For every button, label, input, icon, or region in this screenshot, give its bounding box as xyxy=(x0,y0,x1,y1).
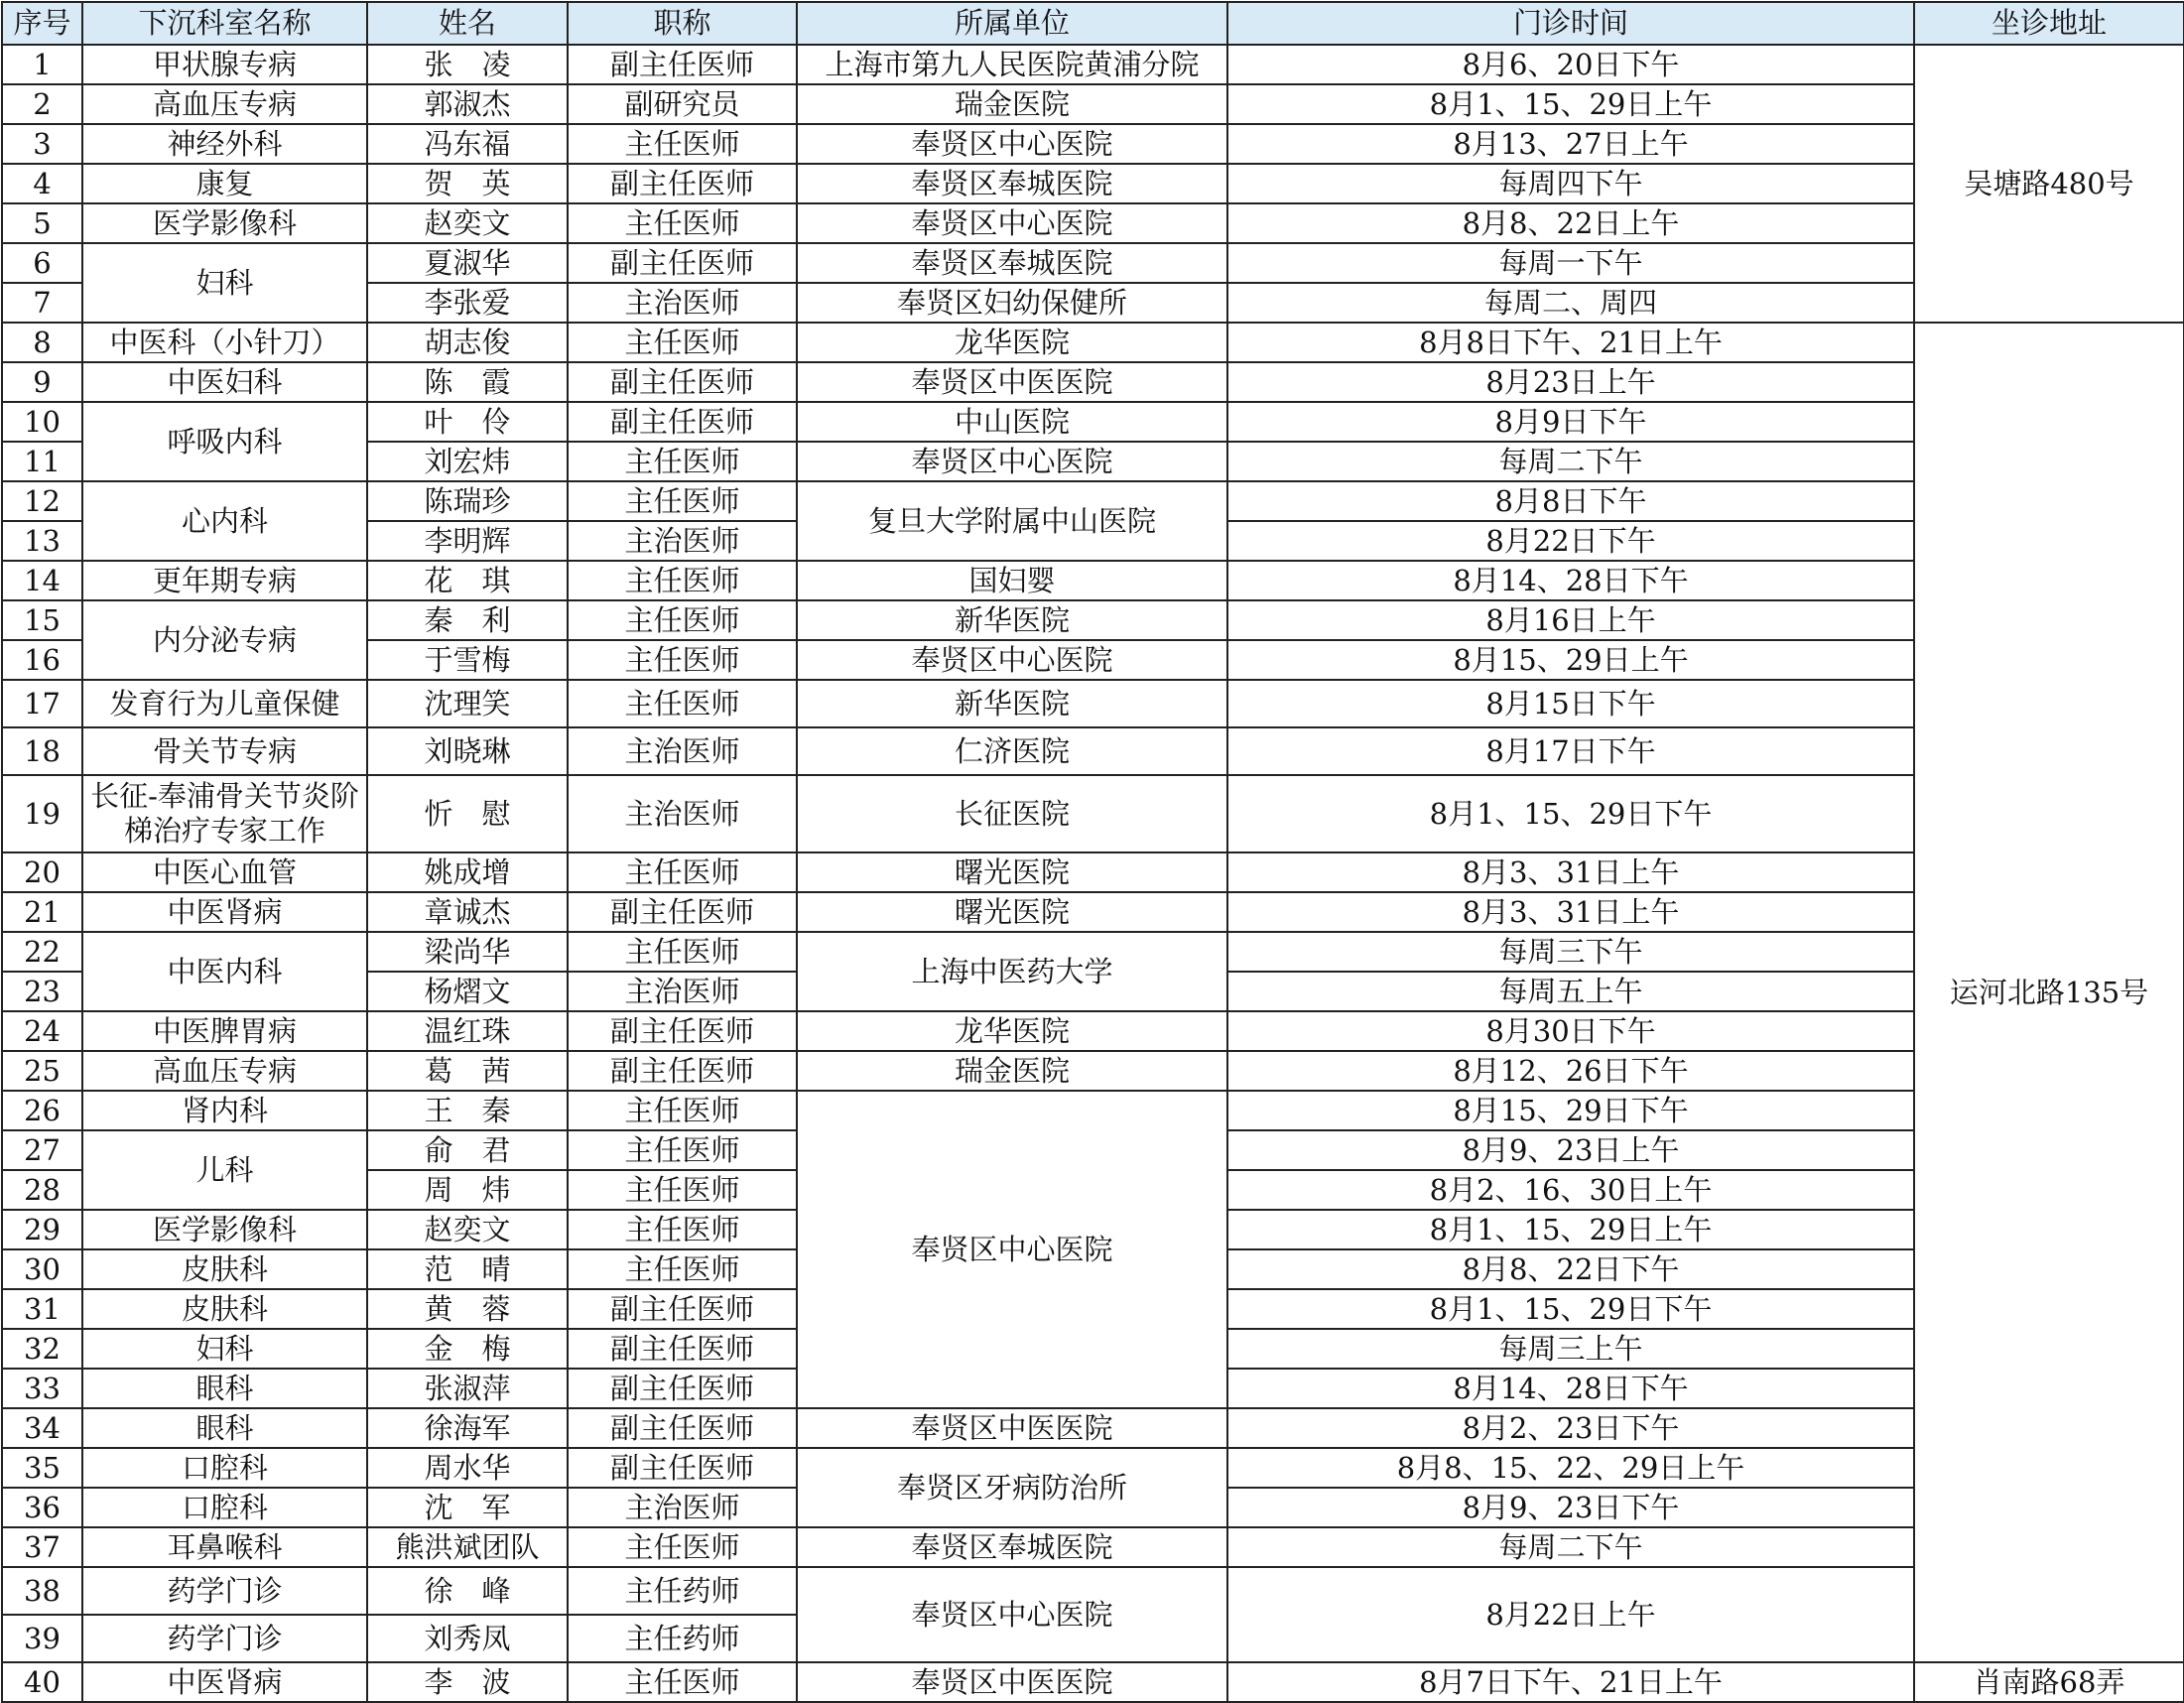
row-number: 40 xyxy=(2,1662,82,1702)
name-cell: 于雪梅 xyxy=(367,640,568,680)
title-cell: 主治医师 xyxy=(568,972,797,1011)
title-cell: 主任医师 xyxy=(568,203,797,243)
title-cell: 主治医师 xyxy=(568,727,797,775)
name-cell: 刘宏炜 xyxy=(367,442,568,481)
unit-cell: 奉贤区奉城医院 xyxy=(797,243,1227,283)
time-cell: 8月15、29日下午 xyxy=(1227,1091,1914,1130)
row-number: 32 xyxy=(2,1329,82,1369)
title-cell: 副主任医师 xyxy=(568,1329,797,1369)
row-number: 24 xyxy=(2,1011,82,1051)
row-number: 35 xyxy=(2,1448,82,1488)
row-number: 7 xyxy=(2,283,82,323)
row-number: 14 xyxy=(2,561,82,600)
table-row xyxy=(2,323,2184,362)
row-number: 23 xyxy=(2,972,82,1011)
row-number: 36 xyxy=(2,1488,82,1527)
title-cell: 主任医师 xyxy=(568,1527,797,1567)
time-cell: 8月1、15、29日下午 xyxy=(1227,1289,1914,1329)
unit-cell: 新华医院 xyxy=(797,600,1227,640)
row-number: 6 xyxy=(2,243,82,283)
title-cell: 主任医师 xyxy=(568,1170,797,1210)
table-row xyxy=(2,45,2184,84)
title-cell: 主任医师 xyxy=(568,932,797,972)
row-number: 4 xyxy=(2,164,82,203)
unit-cell: 奉贤区中心医院 xyxy=(797,442,1227,481)
name-cell: 温红珠 xyxy=(367,1011,568,1051)
dept-cell: 眼科 xyxy=(82,1369,367,1408)
title-cell: 主治医师 xyxy=(568,521,797,561)
dept-cell: 中医科（小针刀） xyxy=(82,323,367,362)
time-cell: 8月14、28日下午 xyxy=(1227,561,1914,600)
title-cell: 主任医师 xyxy=(568,323,797,362)
row-number: 30 xyxy=(2,1249,82,1289)
time-cell: 8月15、29日上午 xyxy=(1227,640,1914,680)
table-row xyxy=(2,1051,2184,1091)
dept-cell: 口腔科 xyxy=(82,1488,367,1527)
title-cell: 主任医师 xyxy=(568,1091,797,1130)
unit-cell: 奉贤区牙病防治所 xyxy=(797,1448,1227,1527)
table-row xyxy=(2,1567,2184,1615)
time-cell: 8月17日下午 xyxy=(1227,727,1914,775)
row-number: 16 xyxy=(2,640,82,680)
time-cell: 每周一下午 xyxy=(1227,243,1914,283)
title-cell: 主任医师 xyxy=(568,640,797,680)
name-cell: 沈 军 xyxy=(367,1488,568,1527)
title-cell: 主任医师 xyxy=(568,442,797,481)
unit-cell: 复旦大学附属中山医院 xyxy=(797,481,1227,561)
dept-cell: 呼吸内科 xyxy=(82,402,367,481)
row-number: 11 xyxy=(2,442,82,481)
header-cell: 序号 xyxy=(2,2,82,45)
dept-cell: 中医肾病 xyxy=(82,892,367,932)
dept-cell: 肾内科 xyxy=(82,1091,367,1130)
title-cell: 副研究员 xyxy=(568,84,797,124)
time-cell: 8月9日下午 xyxy=(1227,402,1914,442)
header-cell: 所属单位 xyxy=(797,2,1227,45)
unit-cell: 仁济医院 xyxy=(797,727,1227,775)
dept-cell: 神经外科 xyxy=(82,124,367,164)
title-cell: 副主任医师 xyxy=(568,1369,797,1408)
row-number: 31 xyxy=(2,1289,82,1329)
dept-cell: 甲状腺专病 xyxy=(82,45,367,84)
table-row xyxy=(2,1408,2184,1448)
title-cell: 副主任医师 xyxy=(568,243,797,283)
header-cell: 姓名 xyxy=(367,2,568,45)
dept-cell: 发育行为儿童保健 xyxy=(82,680,367,727)
table-row xyxy=(2,362,2184,402)
name-cell: 陈瑞珍 xyxy=(367,481,568,521)
time-cell: 每周三上午 xyxy=(1227,1329,1914,1369)
header-cell: 坐诊地址 xyxy=(1914,2,2184,45)
time-cell: 8月16日上午 xyxy=(1227,600,1914,640)
name-cell: 徐 峰 xyxy=(367,1567,568,1615)
time-cell: 8月12、26日下午 xyxy=(1227,1051,1914,1091)
title-cell: 副主任医师 xyxy=(568,402,797,442)
unit-cell: 上海市第九人民医院黄浦分院 xyxy=(797,45,1227,84)
unit-cell: 国妇婴 xyxy=(797,561,1227,600)
row-number: 38 xyxy=(2,1567,82,1615)
row-number: 19 xyxy=(2,775,82,852)
unit-cell: 龙华医院 xyxy=(797,323,1227,362)
header-row xyxy=(2,2,2184,45)
unit-cell: 奉贤区中医医院 xyxy=(797,1408,1227,1448)
dept-cell: 心内科 xyxy=(82,481,367,561)
table-row xyxy=(2,680,2184,727)
name-cell: 姚成增 xyxy=(367,852,568,892)
table-row xyxy=(2,1527,2184,1567)
time-cell: 8月3、31日上午 xyxy=(1227,852,1914,892)
table-row xyxy=(2,84,2184,124)
title-cell: 副主任医师 xyxy=(568,892,797,932)
row-number: 37 xyxy=(2,1527,82,1567)
dept-cell: 中医脾胃病 xyxy=(82,1011,367,1051)
dept-cell: 高血压专病 xyxy=(82,1051,367,1091)
name-cell: 章诚杰 xyxy=(367,892,568,932)
unit-cell: 瑞金医院 xyxy=(797,1051,1227,1091)
unit-cell: 奉贤区中心医院 xyxy=(797,640,1227,680)
unit-cell: 龙华医院 xyxy=(797,1011,1227,1051)
name-cell: 徐海军 xyxy=(367,1408,568,1448)
dept-cell: 内分泌专病 xyxy=(82,600,367,680)
dept-cell: 更年期专病 xyxy=(82,561,367,600)
name-cell: 李明辉 xyxy=(367,521,568,561)
row-number: 20 xyxy=(2,852,82,892)
time-cell: 8月8日下午 xyxy=(1227,481,1914,521)
unit-cell: 奉贤区中心医院 xyxy=(797,124,1227,164)
name-cell: 胡志俊 xyxy=(367,323,568,362)
time-cell: 每周二下午 xyxy=(1227,1527,1914,1567)
unit-cell: 奉贤区中医医院 xyxy=(797,362,1227,402)
row-number: 18 xyxy=(2,727,82,775)
title-cell: 主任医师 xyxy=(568,852,797,892)
dept-cell: 眼科 xyxy=(82,1408,367,1448)
row-number: 15 xyxy=(2,600,82,640)
address-cell: 吴塘路480号 xyxy=(1914,45,2184,323)
table-row xyxy=(2,1662,2184,1702)
unit-cell: 曙光医院 xyxy=(797,892,1227,932)
clinic-schedule-table xyxy=(1,1,2184,1703)
unit-cell: 奉贤区中心医院 xyxy=(797,1567,1227,1662)
address-cell: 肖南路68弄 xyxy=(1914,1662,2184,1702)
table-row xyxy=(2,164,2184,203)
row-number: 1 xyxy=(2,45,82,84)
title-cell: 副主任医师 xyxy=(568,1051,797,1091)
time-cell: 8月1、15、29日下午 xyxy=(1227,775,1914,852)
name-cell: 杨熠文 xyxy=(367,972,568,1011)
row-number: 34 xyxy=(2,1408,82,1448)
title-cell: 主任医师 xyxy=(568,481,797,521)
title-cell: 主任医师 xyxy=(568,561,797,600)
name-cell: 赵奕文 xyxy=(367,1210,568,1249)
unit-cell: 瑞金医院 xyxy=(797,84,1227,124)
time-cell: 8月1、15、29日上午 xyxy=(1227,84,1914,124)
time-cell: 8月9、23日下午 xyxy=(1227,1488,1914,1527)
dept-cell: 医学影像科 xyxy=(82,1210,367,1249)
table-row xyxy=(2,1011,2184,1051)
name-cell: 俞 君 xyxy=(367,1130,568,1170)
title-cell: 主任药师 xyxy=(568,1567,797,1615)
dept-cell: 皮肤科 xyxy=(82,1289,367,1329)
row-number: 13 xyxy=(2,521,82,561)
time-cell: 8月22日下午 xyxy=(1227,521,1914,561)
name-cell: 沈理笑 xyxy=(367,680,568,727)
table-row xyxy=(2,892,2184,932)
time-cell: 每周三下午 xyxy=(1227,932,1914,972)
title-cell: 主任医师 xyxy=(568,1249,797,1289)
title-cell: 主任药师 xyxy=(568,1615,797,1662)
table-row xyxy=(2,932,2184,972)
name-cell: 花 琪 xyxy=(367,561,568,600)
table-row xyxy=(2,1091,2184,1130)
name-cell: 熊洪斌团队 xyxy=(367,1527,568,1567)
dept-cell: 药学门诊 xyxy=(82,1615,367,1662)
dept-cell: 骨关节专病 xyxy=(82,727,367,775)
row-number: 17 xyxy=(2,680,82,727)
title-cell: 主任医师 xyxy=(568,1662,797,1702)
time-cell: 8月9、23日上午 xyxy=(1227,1130,1914,1170)
row-number: 2 xyxy=(2,84,82,124)
time-cell: 8月30日下午 xyxy=(1227,1011,1914,1051)
name-cell: 周 炜 xyxy=(367,1170,568,1210)
title-cell: 主治医师 xyxy=(568,283,797,323)
name-cell: 赵奕文 xyxy=(367,203,568,243)
unit-cell: 奉贤区中心医院 xyxy=(797,1091,1227,1408)
time-cell: 8月8、22日上午 xyxy=(1227,203,1914,243)
row-number: 25 xyxy=(2,1051,82,1091)
name-cell: 贺 英 xyxy=(367,164,568,203)
table-row xyxy=(2,1448,2184,1488)
row-number: 27 xyxy=(2,1130,82,1170)
table-row xyxy=(2,243,2184,283)
name-cell: 范 晴 xyxy=(367,1249,568,1289)
title-cell: 副主任医师 xyxy=(568,1011,797,1051)
time-cell: 8月13、27日上午 xyxy=(1227,124,1914,164)
dept-cell: 妇科 xyxy=(82,1329,367,1369)
title-cell: 主治医师 xyxy=(568,1488,797,1527)
row-number: 33 xyxy=(2,1369,82,1408)
row-number: 21 xyxy=(2,892,82,932)
title-cell: 副主任医师 xyxy=(568,164,797,203)
time-cell: 每周五上午 xyxy=(1227,972,1914,1011)
time-cell: 8月1、15、29日上午 xyxy=(1227,1210,1914,1249)
row-number: 5 xyxy=(2,203,82,243)
dept-cell: 长征-奉浦骨关节炎阶梯治疗专家工作 xyxy=(82,775,367,852)
table-row xyxy=(2,203,2184,243)
name-cell: 张 凌 xyxy=(367,45,568,84)
name-cell: 叶 伶 xyxy=(367,402,568,442)
row-number: 29 xyxy=(2,1210,82,1249)
unit-cell: 上海中医药大学 xyxy=(797,932,1227,1011)
time-cell: 每周二下午 xyxy=(1227,442,1914,481)
name-cell: 张淑萍 xyxy=(367,1369,568,1408)
time-cell: 8月14、28日下午 xyxy=(1227,1369,1914,1408)
title-cell: 主任医师 xyxy=(568,124,797,164)
title-cell: 副主任医师 xyxy=(568,45,797,84)
name-cell: 陈 霞 xyxy=(367,362,568,402)
header-cell: 门诊时间 xyxy=(1227,2,1914,45)
title-cell: 主任医师 xyxy=(568,600,797,640)
row-number: 22 xyxy=(2,932,82,972)
table-row xyxy=(2,775,2184,852)
unit-cell: 奉贤区中医医院 xyxy=(797,1662,1227,1702)
time-cell: 8月8、15、22、29日上午 xyxy=(1227,1448,1914,1488)
dept-cell: 耳鼻喉科 xyxy=(82,1527,367,1567)
time-cell: 8月7日下午、21日上午 xyxy=(1227,1662,1914,1702)
name-cell: 葛 茜 xyxy=(367,1051,568,1091)
table-row xyxy=(2,600,2184,640)
dept-cell: 妇科 xyxy=(82,243,367,323)
unit-cell: 长征医院 xyxy=(797,775,1227,852)
table-row xyxy=(2,481,2184,521)
name-cell: 忻 慰 xyxy=(367,775,568,852)
row-number: 26 xyxy=(2,1091,82,1130)
title-cell: 副主任医师 xyxy=(568,362,797,402)
unit-cell: 新华医院 xyxy=(797,680,1227,727)
dept-cell: 药学门诊 xyxy=(82,1567,367,1615)
dept-cell: 儿科 xyxy=(82,1130,367,1210)
dept-cell: 高血压专病 xyxy=(82,84,367,124)
row-number: 10 xyxy=(2,402,82,442)
row-number: 39 xyxy=(2,1615,82,1662)
title-cell: 主任医师 xyxy=(568,680,797,727)
dept-cell: 中医肾病 xyxy=(82,1662,367,1702)
title-cell: 主任医师 xyxy=(568,1130,797,1170)
time-cell: 8月2、23日下午 xyxy=(1227,1408,1914,1448)
dept-cell: 中医内科 xyxy=(82,932,367,1011)
time-cell: 8月8日下午、21日上午 xyxy=(1227,323,1914,362)
dept-cell: 医学影像科 xyxy=(82,203,367,243)
name-cell: 郭淑杰 xyxy=(367,84,568,124)
name-cell: 李 波 xyxy=(367,1662,568,1702)
title-cell: 副主任医师 xyxy=(568,1448,797,1488)
time-cell: 每周二、周四 xyxy=(1227,283,1914,323)
time-cell: 8月15日下午 xyxy=(1227,680,1914,727)
name-cell: 黄 蓉 xyxy=(367,1289,568,1329)
name-cell: 秦 利 xyxy=(367,600,568,640)
row-number: 8 xyxy=(2,323,82,362)
table-row xyxy=(2,402,2184,442)
title-cell: 主治医师 xyxy=(568,775,797,852)
unit-cell: 曙光医院 xyxy=(797,852,1227,892)
table-row xyxy=(2,561,2184,600)
table-row xyxy=(2,852,2184,892)
dept-cell: 中医心血管 xyxy=(82,852,367,892)
header-cell: 职称 xyxy=(568,2,797,45)
name-cell: 周水华 xyxy=(367,1448,568,1488)
address-cell: 运河北路135号 xyxy=(1914,323,2184,1662)
dept-cell: 皮肤科 xyxy=(82,1249,367,1289)
unit-cell: 中山医院 xyxy=(797,402,1227,442)
name-cell: 刘晓琳 xyxy=(367,727,568,775)
time-cell: 8月23日上午 xyxy=(1227,362,1914,402)
unit-cell: 奉贤区奉城医院 xyxy=(797,164,1227,203)
name-cell: 夏淑华 xyxy=(367,243,568,283)
name-cell: 刘秀凤 xyxy=(367,1615,568,1662)
name-cell: 李张爱 xyxy=(367,283,568,323)
unit-cell: 奉贤区奉城医院 xyxy=(797,1527,1227,1567)
time-cell: 8月2、16、30日上午 xyxy=(1227,1170,1914,1210)
dept-cell: 口腔科 xyxy=(82,1448,367,1488)
time-cell: 每周四下午 xyxy=(1227,164,1914,203)
time-cell: 8月22日上午 xyxy=(1227,1567,1914,1662)
row-number: 28 xyxy=(2,1170,82,1210)
name-cell: 冯东福 xyxy=(367,124,568,164)
name-cell: 梁尚华 xyxy=(367,932,568,972)
title-cell: 副主任医师 xyxy=(568,1289,797,1329)
dept-cell: 康复 xyxy=(82,164,367,203)
title-cell: 副主任医师 xyxy=(568,1408,797,1448)
dept-cell: 中医妇科 xyxy=(82,362,367,402)
time-cell: 8月6、20日下午 xyxy=(1227,45,1914,84)
table-row xyxy=(2,124,2184,164)
table-row xyxy=(2,727,2184,775)
name-cell: 王 秦 xyxy=(367,1091,568,1130)
row-number: 3 xyxy=(2,124,82,164)
row-number: 9 xyxy=(2,362,82,402)
unit-cell: 奉贤区中心医院 xyxy=(797,203,1227,243)
name-cell: 金 梅 xyxy=(367,1329,568,1369)
unit-cell: 奉贤区妇幼保健所 xyxy=(797,283,1227,323)
time-cell: 8月3、31日上午 xyxy=(1227,892,1914,932)
header-cell: 下沉科室名称 xyxy=(82,2,367,45)
row-number: 12 xyxy=(2,481,82,521)
time-cell: 8月8、22日下午 xyxy=(1227,1249,1914,1289)
title-cell: 主任医师 xyxy=(568,1210,797,1249)
